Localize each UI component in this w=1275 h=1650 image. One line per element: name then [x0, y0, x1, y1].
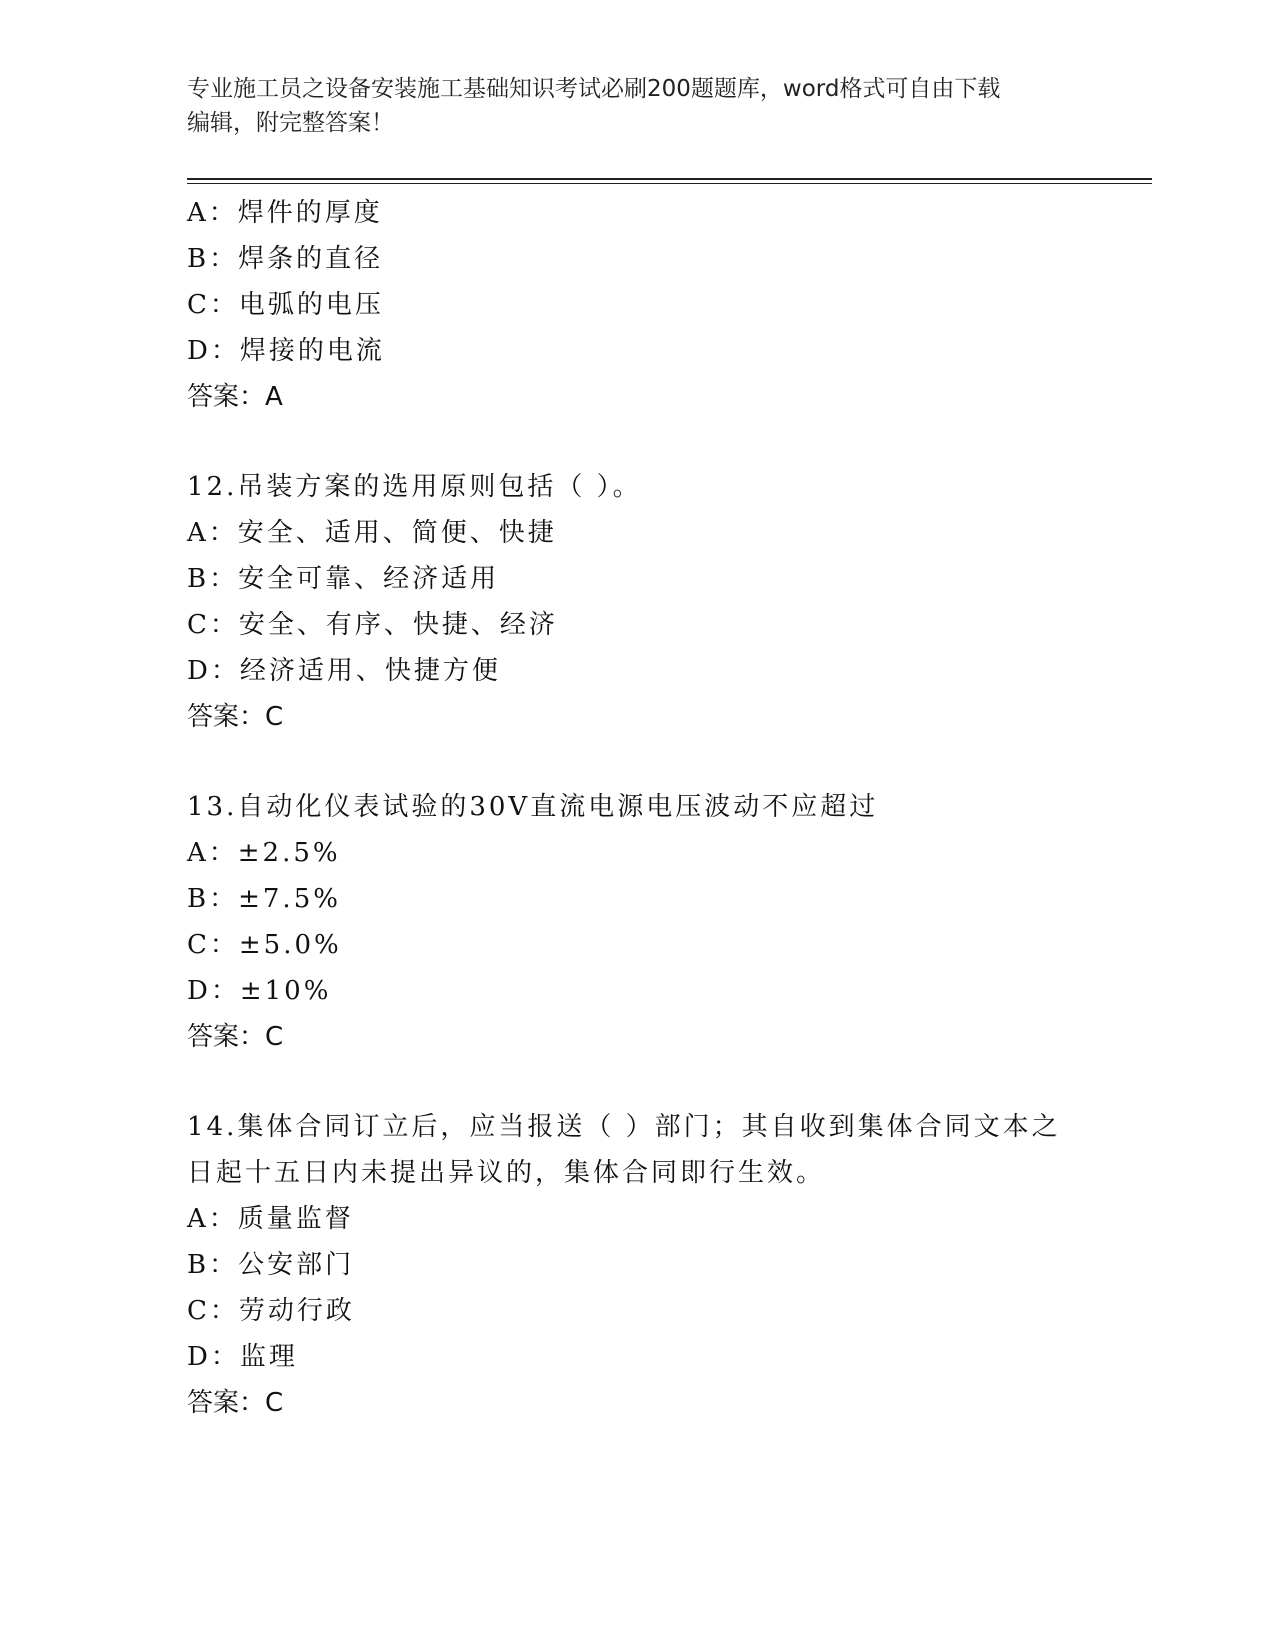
- option-c: C：安全、有序、快捷、经济: [187, 610, 558, 640]
- document-header: [187, 72, 1067, 140]
- option-b: B：±7.5%: [187, 884, 341, 914]
- question-block-12: [187, 464, 1152, 740]
- option-c: C：电弧的电压: [187, 290, 384, 320]
- question-block-11: [187, 190, 1152, 420]
- answer: 答案：C: [187, 702, 284, 732]
- option-a: A：±2.5%: [187, 838, 341, 868]
- option-d: D：经济适用、快捷方便: [187, 656, 501, 686]
- question-stem-line-2: 日起十五日内未提出异议的，集体合同即行生效。: [187, 1158, 826, 1188]
- option-d: D：焊接的电流: [187, 336, 385, 366]
- question-content: [187, 190, 1152, 1426]
- question-stem: 13.自动化仪表试验的30V直流电源电压波动不应超过: [187, 792, 879, 822]
- answer: 答案：A: [187, 382, 283, 412]
- question-block-13: [187, 784, 1152, 1060]
- option-c: C：±5.0%: [187, 930, 342, 960]
- question-stem: 12.吊装方案的选用原则包括（ ）。: [187, 472, 642, 502]
- option-d: D：±10%: [187, 976, 332, 1006]
- header-line-1: 专业施工员之设备安装施工基础知识考试必刷200题题库，word格式可自由下载: [187, 76, 1001, 102]
- answer: 答案：C: [187, 1022, 284, 1052]
- question-stem-line-1: 14.集体合同订立后，应当报送（ ）部门；其自收到集体合同文本之: [187, 1112, 1061, 1142]
- option-b: B：焊条的直径: [187, 244, 384, 274]
- option-d: D：监理: [187, 1342, 298, 1372]
- header-rule-thin: [187, 183, 1152, 184]
- option-b: B：公安部门: [187, 1250, 355, 1280]
- option-c: C：劳动行政: [187, 1296, 355, 1326]
- option-b: B：安全可靠、经济适用: [187, 564, 500, 594]
- option-a: A：焊件的厚度: [187, 198, 383, 228]
- header-rule-thick: [187, 178, 1152, 180]
- question-block-14: [187, 1104, 1152, 1426]
- option-a: A：安全、适用、简便、快捷: [187, 518, 557, 548]
- answer: 答案：C: [187, 1388, 284, 1418]
- option-a: A：质量监督: [187, 1204, 354, 1234]
- header-line-2: 编辑，附完整答案！: [187, 110, 394, 136]
